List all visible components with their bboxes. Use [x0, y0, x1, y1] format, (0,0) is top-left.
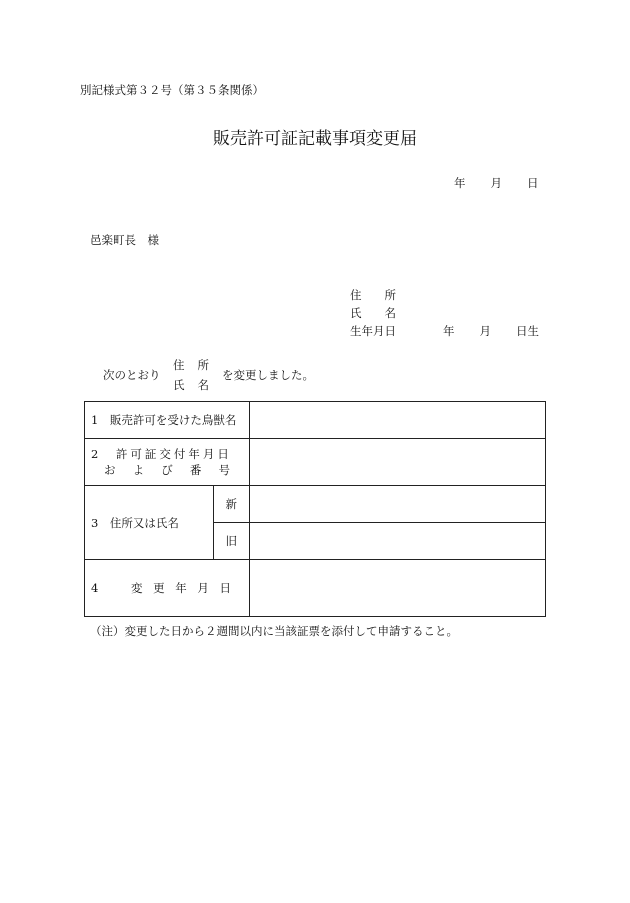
notice-option-name: 氏名	[173, 378, 209, 392]
notice-lead: 次のとおり	[103, 368, 161, 382]
notice-option-address: 住所	[173, 358, 209, 372]
date-day-label: 日	[527, 176, 539, 190]
change-date-label-cell	[85, 560, 250, 617]
footnote: （注）変更した日から２週間以内に当該証票を添付して申請すること。	[90, 624, 458, 638]
document-title: 販売許可証記載事項変更届	[213, 129, 417, 149]
form-number: 別記様式第３２号（第３５条関係）	[80, 83, 264, 97]
species-value-cell[interactable]	[250, 402, 546, 439]
birth-day-label: 日生	[516, 324, 539, 338]
old-label: 旧	[213, 523, 249, 560]
old-value-cell[interactable]	[250, 523, 546, 560]
permit-value-cell[interactable]	[250, 439, 546, 486]
table-row-species	[85, 402, 546, 439]
birth-year-label: 年	[443, 324, 455, 338]
submission-date	[454, 175, 539, 191]
permit-label	[85, 439, 250, 486]
date-month-label: 月	[490, 176, 502, 190]
applicant-address-row	[350, 286, 539, 304]
applicant-address-label: 住 所	[350, 288, 396, 302]
permit-label-line1: 2 許可証交付年月日	[91, 447, 232, 461]
change-date-value-cell[interactable]	[250, 560, 546, 617]
permit-label-line2: および番号	[104, 463, 230, 477]
address-name-label: 3 住所又は氏名	[85, 486, 214, 560]
addressee: 邑楽町長 様	[90, 233, 159, 247]
table-row-permit	[85, 439, 546, 486]
applicant-birthdate-row	[350, 322, 539, 340]
new-label: 新	[213, 486, 249, 523]
applicant-block	[350, 286, 539, 340]
change-date-label: 4 変更年月日	[91, 581, 231, 595]
birth-month-label: 月	[479, 324, 491, 338]
applicant-name-row	[350, 304, 539, 322]
change-details-table	[84, 401, 546, 617]
notice-trail: を変更しました。	[222, 368, 314, 382]
applicant-name-label: 氏 名	[350, 306, 396, 320]
new-value-cell[interactable]	[250, 486, 546, 523]
date-year-label: 年	[454, 176, 466, 190]
table-row-address-new	[85, 486, 546, 523]
notice-options	[173, 355, 209, 395]
table-row-change-date	[85, 560, 546, 617]
permit-label-line2-wrap	[91, 462, 243, 478]
species-label: 1 販売許可を受けた鳥獣名	[85, 402, 250, 439]
applicant-birthdate-label: 生年月日	[350, 324, 396, 338]
